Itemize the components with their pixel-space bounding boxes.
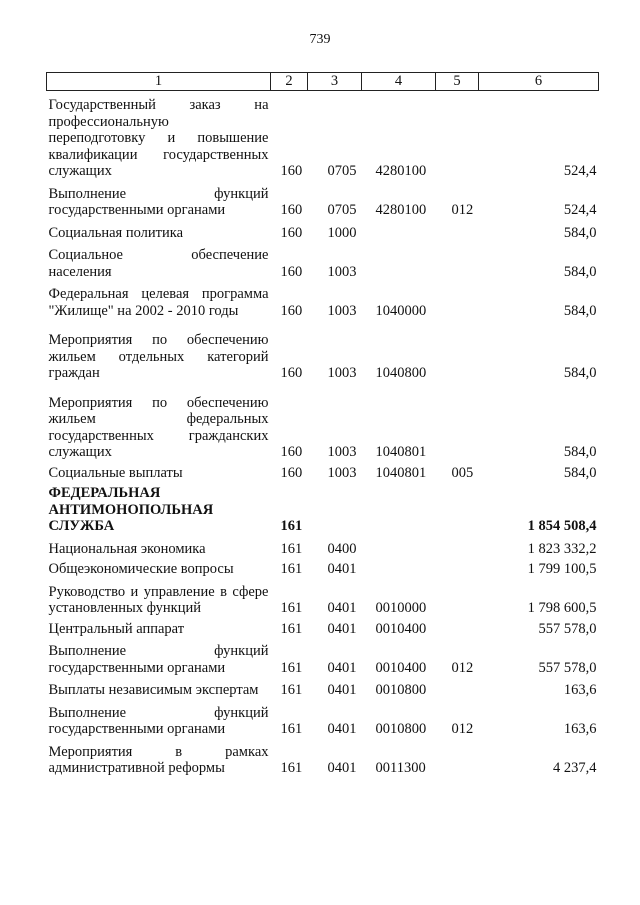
row-amount: 584,0 xyxy=(563,464,597,481)
row-code-2: 161 xyxy=(280,760,303,776)
row-code-4: 0010400 xyxy=(375,620,427,637)
row-code-3: 1003 xyxy=(327,302,357,319)
row-code-3: 0401 xyxy=(327,659,357,676)
row-code-5 xyxy=(436,535,479,558)
row-code-2: 161 xyxy=(280,721,303,737)
row-description: Центральный аппарат xyxy=(48,620,185,637)
table-row xyxy=(47,738,599,777)
row-code-4: 1040801 xyxy=(375,464,427,481)
row-description: Государственный заказ на профессиональную переподготовку и повышение квалификации государственных служащих xyxy=(48,97,269,179)
row-amount: 557 578,0 xyxy=(538,659,597,676)
row-code-5 xyxy=(436,481,479,535)
page-number: 739 xyxy=(309,32,331,47)
table-row xyxy=(47,676,599,699)
row-amount: 584,0 xyxy=(563,444,597,460)
row-code-3: 0401 xyxy=(327,760,357,776)
table-row xyxy=(47,280,599,319)
budget-table xyxy=(46,72,599,777)
row-code-4 xyxy=(362,219,436,242)
row-description: Мероприятия в рамках административной реформы xyxy=(48,743,269,776)
row-code-5 xyxy=(436,241,479,280)
row-description: ФЕДЕРАЛЬНАЯ АНТИМОНОПОЛЬНАЯ СЛУЖБА xyxy=(48,485,214,534)
row-description: Федеральная целевая программа "Жилище" на 2002 - 2010 годы xyxy=(48,286,269,319)
row-description: Социальная политика xyxy=(48,224,184,241)
table-row xyxy=(47,219,599,242)
row-code-2: 160 xyxy=(280,464,303,481)
row-code-3: 1000 xyxy=(327,224,357,241)
row-code-3: 0401 xyxy=(327,682,357,698)
row-code-3: 1003 xyxy=(327,464,357,481)
row-code-3: 0401 xyxy=(327,600,357,616)
header-col-3: 3 xyxy=(308,73,362,91)
row-code-2: 160 xyxy=(280,163,303,179)
table-row xyxy=(47,699,599,738)
header-col-4: 4 xyxy=(362,73,436,91)
row-amount: 4 237,4 xyxy=(553,760,597,776)
row-code-4: 1040801 xyxy=(375,444,427,460)
row-code-3: 0401 xyxy=(327,620,357,637)
row-description: Социальное обеспечение населения xyxy=(48,247,269,280)
row-description: Социальные выплаты xyxy=(48,464,183,481)
table-row xyxy=(47,617,599,638)
row-code-5 xyxy=(436,319,479,382)
row-code-4 xyxy=(362,557,436,578)
row-code-4: 0010000 xyxy=(375,600,427,616)
row-code-4: 4280100 xyxy=(375,202,427,218)
row-description: Выполнение функций государственными органами xyxy=(48,185,269,218)
table-row xyxy=(47,382,599,461)
row-description: Мероприятия по обеспечению жильем отдельных категорий граждан xyxy=(48,332,269,381)
row-code-2: 161 xyxy=(280,620,303,637)
row-code-3: 0400 xyxy=(327,540,357,557)
row-amount: 584,0 xyxy=(563,365,597,381)
row-code-4 xyxy=(362,241,436,280)
row-code-2: 161 xyxy=(280,659,303,676)
table-row xyxy=(47,461,599,482)
row-description: Общеэкономические вопросы xyxy=(48,561,234,577)
row-amount: 1 798 600,5 xyxy=(527,600,597,616)
table-row xyxy=(47,535,599,558)
row-code-3 xyxy=(308,481,362,535)
row-code-3: 0401 xyxy=(327,561,357,577)
row-code-4: 4280100 xyxy=(375,163,427,179)
row-code-3: 1003 xyxy=(327,263,357,280)
row-code-2: 161 xyxy=(280,540,303,557)
row-amount: 584,0 xyxy=(563,263,597,280)
row-code-3: 1003 xyxy=(327,444,357,460)
row-amount: 1 854 508,4 xyxy=(527,518,597,534)
row-code-3: 0401 xyxy=(327,721,357,737)
row-code-5 xyxy=(436,219,479,242)
row-code-4: 0010800 xyxy=(375,682,427,698)
row-code-2: 160 xyxy=(280,263,303,280)
row-description: Руководство и управление в сфере установленных функций xyxy=(48,583,269,616)
row-code-5 xyxy=(436,557,479,578)
table-row xyxy=(47,91,599,180)
row-description: Национальная экономика xyxy=(48,540,206,557)
row-code-2: 161 xyxy=(280,561,303,577)
row-code-2: 160 xyxy=(280,365,303,381)
row-description: Выполнение функций государственными органами xyxy=(48,704,269,737)
row-code-3: 0705 xyxy=(327,202,357,218)
row-code-4 xyxy=(362,481,436,535)
header-col-5: 5 xyxy=(436,73,479,91)
row-code-5 xyxy=(436,91,479,180)
row-amount: 584,0 xyxy=(563,302,597,319)
row-amount: 584,0 xyxy=(563,224,597,241)
row-code-5 xyxy=(436,578,479,617)
row-code-5: 012 xyxy=(451,659,474,676)
row-code-2: 160 xyxy=(280,444,303,460)
table-row xyxy=(47,637,599,676)
header-col-1: 1 xyxy=(47,73,271,91)
row-code-5 xyxy=(436,676,479,699)
row-description: Выплаты независимым экспертам xyxy=(48,682,259,698)
row-code-4: 0010800 xyxy=(375,721,427,737)
row-code-2: 160 xyxy=(280,202,303,218)
row-amount: 163,6 xyxy=(563,682,597,698)
row-amount: 524,4 xyxy=(563,202,597,218)
row-code-2: 161 xyxy=(280,518,303,534)
header-col-2: 2 xyxy=(271,73,308,91)
row-description: Мероприятия по обеспечению жильем федеральных государственных гражданских служащих xyxy=(48,394,269,460)
row-code-3: 0705 xyxy=(327,163,357,179)
row-amount: 1 799 100,5 xyxy=(527,561,597,577)
table-row xyxy=(47,481,599,535)
row-code-5 xyxy=(436,617,479,638)
header-row xyxy=(47,73,599,91)
row-code-5 xyxy=(436,738,479,777)
row-code-4: 0011300 xyxy=(375,760,426,776)
row-amount: 163,6 xyxy=(563,721,597,737)
table-row xyxy=(47,241,599,280)
row-code-3: 1003 xyxy=(327,365,357,381)
table-row xyxy=(47,319,599,382)
table-row xyxy=(47,180,599,219)
row-code-4: 1040800 xyxy=(375,365,427,381)
row-code-4 xyxy=(362,535,436,558)
row-description: Выполнение функций государственными органами xyxy=(48,643,269,676)
row-code-2: 160 xyxy=(280,302,303,319)
table-row xyxy=(47,578,599,617)
table-row xyxy=(47,557,599,578)
row-code-5: 012 xyxy=(451,202,474,218)
row-code-5: 012 xyxy=(451,721,474,737)
row-code-5: 005 xyxy=(451,464,474,481)
row-code-4: 1040000 xyxy=(375,302,427,319)
row-code-4: 0010400 xyxy=(375,659,427,676)
row-code-5 xyxy=(436,280,479,319)
row-code-2: 160 xyxy=(280,224,303,241)
header-col-6: 6 xyxy=(479,73,599,91)
row-code-2: 161 xyxy=(280,682,303,698)
row-amount: 557 578,0 xyxy=(538,620,597,637)
row-code-2: 161 xyxy=(280,600,303,616)
row-amount: 524,4 xyxy=(563,163,597,179)
row-amount: 1 823 332,2 xyxy=(527,540,597,557)
row-code-5 xyxy=(436,382,479,461)
